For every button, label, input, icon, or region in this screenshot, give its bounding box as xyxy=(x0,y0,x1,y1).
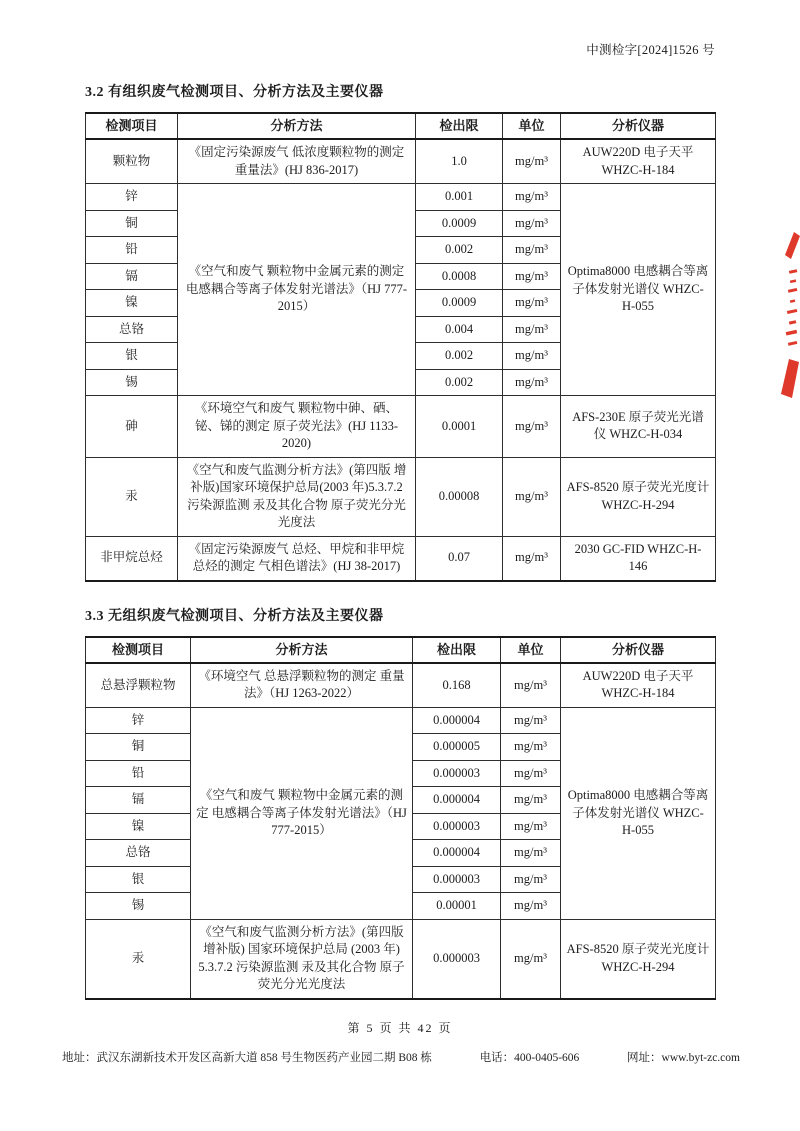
cell-unit: mg/m³ xyxy=(501,760,561,787)
cell-unit: mg/m³ xyxy=(501,840,561,867)
cell-unit: mg/m³ xyxy=(503,396,561,458)
cell-detection-limit: 1.0 xyxy=(416,139,503,184)
column-header: 单位 xyxy=(503,113,561,139)
cell-item: 汞 xyxy=(86,919,191,999)
cell-method: 《环境空气 总悬浮颗粒物的测定 重量法》（HJ 1263-2022） xyxy=(191,663,413,708)
cell-instrument: AFS-8520 原子荧光光度计 WHZC-H-294 xyxy=(561,919,716,999)
footer-contact-line xyxy=(62,1049,740,1065)
cell-item: 铅 xyxy=(86,760,191,787)
cell-item: 锡 xyxy=(86,369,178,396)
cell-detection-limit: 0.000004 xyxy=(413,787,501,814)
cell-detection-limit: 0.00001 xyxy=(413,893,501,920)
cell-instrument: Optima8000 电感耦合等离子体发射光谱仪 WHZC-H-055 xyxy=(561,184,716,396)
cell-detection-limit: 0.07 xyxy=(416,536,503,581)
cell-item: 锌 xyxy=(86,184,178,211)
cell-detection-limit: 0.00008 xyxy=(416,457,503,536)
cell-unit: mg/m³ xyxy=(503,210,561,237)
cell-unit: mg/m³ xyxy=(503,343,561,370)
cell-item: 镍 xyxy=(86,813,191,840)
cell-unit: mg/m³ xyxy=(503,139,561,184)
table-row xyxy=(86,707,716,734)
column-header: 检出限 xyxy=(416,113,503,139)
cell-detection-limit: 0.002 xyxy=(416,343,503,370)
cell-unit: mg/m³ xyxy=(503,263,561,290)
cell-unit: mg/m³ xyxy=(503,369,561,396)
page-content xyxy=(85,0,715,1000)
cell-unit: mg/m³ xyxy=(503,457,561,536)
column-header: 检测项目 xyxy=(86,637,191,663)
cell-item: 颗粒物 xyxy=(86,139,178,184)
footer-website: 网址：www.byt-zc.com xyxy=(627,1052,740,1064)
red-stamp-fragment xyxy=(780,228,800,398)
cell-item: 铅 xyxy=(86,237,178,264)
section-title-3-2: 3.2 有组织废气检测项目、分析方法及主要仪器 xyxy=(85,85,384,100)
cell-item: 总铬 xyxy=(86,840,191,867)
section-title-3-3: 3.3 无组织废气检测项目、分析方法及主要仪器 xyxy=(85,608,384,624)
cell-unit: mg/m³ xyxy=(503,536,561,581)
cell-unit: mg/m³ xyxy=(503,316,561,343)
cell-item: 总铬 xyxy=(86,316,178,343)
cell-item: 砷 xyxy=(86,396,178,458)
footer-phone: 电话：400-0405-606 xyxy=(479,1052,580,1064)
cell-item: 银 xyxy=(86,343,178,370)
column-header: 单位 xyxy=(501,637,561,663)
cell-unit: mg/m³ xyxy=(501,919,561,999)
cell-method: 《环境空气和废气 颗粒物中砷、硒、铋、锑的测定 原子荧光法》(HJ 1133-2020) xyxy=(178,396,416,458)
cell-detection-limit: 0.0001 xyxy=(416,396,503,458)
cell-detection-limit: 0.001 xyxy=(416,184,503,211)
table-row xyxy=(86,396,716,458)
column-header: 分析仪器 xyxy=(561,637,716,663)
column-header: 检出限 xyxy=(413,637,501,663)
cell-unit: mg/m³ xyxy=(501,663,561,708)
cell-unit: mg/m³ xyxy=(501,787,561,814)
cell-item: 铜 xyxy=(86,210,178,237)
table-row xyxy=(86,919,716,999)
cell-detection-limit: 0.000003 xyxy=(413,760,501,787)
cell-detection-limit: 0.002 xyxy=(416,369,503,396)
cell-unit: mg/m³ xyxy=(501,813,561,840)
organized-exhaust-table xyxy=(85,112,716,582)
footer-address: 地址：武汉东湖新技术开发区高新大道 858 号生物医药产业园二期 B08 栋 xyxy=(62,1052,432,1064)
cell-unit: mg/m³ xyxy=(501,866,561,893)
cell-detection-limit: 0.168 xyxy=(413,663,501,708)
cell-item: 镉 xyxy=(86,263,178,290)
cell-unit: mg/m³ xyxy=(503,290,561,317)
table-row xyxy=(86,184,716,211)
cell-item: 汞 xyxy=(86,457,178,536)
column-header: 分析方法 xyxy=(191,637,413,663)
table-row xyxy=(86,457,716,536)
cell-detection-limit: 0.000003 xyxy=(413,919,501,999)
column-header: 检测项目 xyxy=(86,113,178,139)
cell-method: 《固定污染源废气 低浓度颗粒物的测定 重量法》(HJ 836-2017) xyxy=(178,139,416,184)
table-header-row xyxy=(86,637,716,663)
column-header: 分析方法 xyxy=(178,113,416,139)
cell-item: 锌 xyxy=(86,707,191,734)
table-row xyxy=(86,663,716,708)
doc-number: 中测检字[2024]1526 号 xyxy=(586,43,715,57)
cell-method: 《固定污染源废气 总烃、甲烷和非甲烷总烃的测定 气相色谱法》(HJ 38-2017) xyxy=(178,536,416,581)
page-number: 第 5 页 共 42 页 xyxy=(347,1021,453,1035)
column-header: 分析仪器 xyxy=(561,113,716,139)
cell-item: 非甲烷总烃 xyxy=(86,536,178,581)
cell-instrument: AUW220D 电子天平 WHZC-H-184 xyxy=(561,139,716,184)
cell-unit: mg/m³ xyxy=(501,707,561,734)
cell-item: 锡 xyxy=(86,893,191,920)
cell-method: 《空气和废气 颗粒物中金属元素的测定 电感耦合等离子体发射光谱法》（HJ 777-2015） xyxy=(191,707,413,919)
cell-item: 铜 xyxy=(86,734,191,761)
cell-detection-limit: 0.002 xyxy=(416,237,503,264)
cell-detection-limit: 0.0008 xyxy=(416,263,503,290)
cell-method: 《空气和废气监测分析方法》(第四版 增补版) 国家环境保护总局 (2003 年) 5.3.7.2 污染源监测 汞及其化合物 原子荧光分光光度法 xyxy=(191,919,413,999)
table-row xyxy=(86,139,716,184)
cell-instrument: Optima8000 电感耦合等离子体发射光谱仪 WHZC-H-055 xyxy=(561,707,716,919)
cell-detection-limit: 0.000004 xyxy=(413,840,501,867)
cell-detection-limit: 0.0009 xyxy=(416,290,503,317)
cell-detection-limit: 0.000004 xyxy=(413,707,501,734)
cell-instrument: AFS-230E 原子荧光光谱仪 WHZC-H-034 xyxy=(561,396,716,458)
cell-instrument: AFS-8520 原子荧光光度计 WHZC-H-294 xyxy=(561,457,716,536)
table-row xyxy=(86,536,716,581)
table-header-row xyxy=(86,113,716,139)
cell-detection-limit: 0.0009 xyxy=(416,210,503,237)
cell-method: 《空气和废气 颗粒物中金属元素的测定 电感耦合等离子体发射光谱法》（HJ 777-2015） xyxy=(178,184,416,396)
cell-item: 银 xyxy=(86,866,191,893)
cell-method: 《空气和废气监测分析方法》(第四版 增补版)国家环境保护总局(2003 年)5.3.7.2 污染源监测 汞及其化合物 原子荧光分光光度法 xyxy=(178,457,416,536)
cell-item: 镉 xyxy=(86,787,191,814)
cell-detection-limit: 0.000003 xyxy=(413,866,501,893)
cell-item: 镍 xyxy=(86,290,178,317)
cell-unit: mg/m³ xyxy=(503,184,561,211)
cell-detection-limit: 0.000005 xyxy=(413,734,501,761)
cell-detection-limit: 0.000003 xyxy=(413,813,501,840)
cell-instrument: 2030 GC-FID WHZC-H-146 xyxy=(561,536,716,581)
unorganized-exhaust-table xyxy=(85,636,716,1000)
cell-unit: mg/m³ xyxy=(501,893,561,920)
cell-unit: mg/m³ xyxy=(501,734,561,761)
cell-detection-limit: 0.004 xyxy=(416,316,503,343)
cell-item: 总悬浮颗粒物 xyxy=(86,663,191,708)
cell-unit: mg/m³ xyxy=(503,237,561,264)
cell-instrument: AUW220D 电子天平 WHZC-H-184 xyxy=(561,663,716,708)
